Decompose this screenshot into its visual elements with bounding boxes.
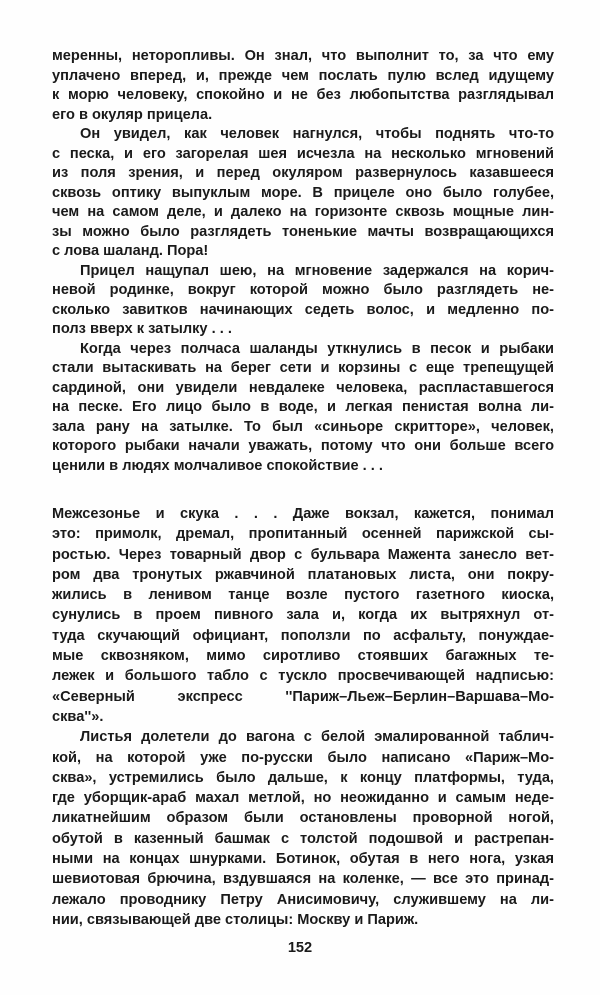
text-line: где уборщик-араб махал метлой, но неожиданно и самым неде- xyxy=(52,790,554,807)
text-section-1 xyxy=(52,47,554,476)
text-line: жились в ленивом танце возле пустого газетного киоска, xyxy=(52,587,554,604)
text-line: которого рыбаки начали уважать, потому что они больше всего xyxy=(52,438,554,454)
text-line: зы можно было разглядеть тоненькие мачты возвращающихся xyxy=(52,223,554,240)
text-line: сколько завитков начинающих седеть волос, и медленно по- xyxy=(52,301,554,318)
text-line: это: примолк, дремал, пропитанный осенней парижской сы- xyxy=(52,526,554,543)
text-line: невой родинке, вокруг которой можно было разглядеть не- xyxy=(52,282,554,298)
paragraph xyxy=(52,262,554,340)
text-line: лежало проводнику Петру Анисимовичу, служившему на ли- xyxy=(52,891,554,908)
text-line: ром два тронутых ржавчиной платановых листа, они покру- xyxy=(52,566,554,583)
text-line: туда скучающий официант, поползли по асфальту, понуждае- xyxy=(52,627,554,644)
text-line: стали вытаскивать на берег сети и корзины с еще трепещущей xyxy=(52,360,554,376)
text-line: «Северный экспресс ''Париж–Льеж–Берлин–Варшава–Мо- xyxy=(52,688,554,705)
text-line: сунулись в проем пивного зала и, когда их вытряхнул от- xyxy=(52,607,554,624)
text-line: с лова шаланд. Пора! xyxy=(52,243,209,259)
text-line: ростью. Через товарный двор с бульвара Мажента занесло вет- xyxy=(52,546,554,563)
text-line: чем на самом деле, и далеко на горизонте сквозь мощные лин- xyxy=(52,204,554,220)
text-line: мые сквозняком, мимо сиротливо стоявших багажных те- xyxy=(52,648,554,665)
paragraph xyxy=(52,340,554,477)
text-line: ными на концах шнурками. Ботинок, обутая в него нога, узкая xyxy=(52,851,554,868)
page-number: 152 xyxy=(287,940,313,956)
text-line: сардиной, они увидели невдалеке человека, распластавшегося xyxy=(52,379,554,396)
text-line: Листья долетели до вагона с белой эмалированной таблич- xyxy=(80,729,554,746)
paragraph xyxy=(52,47,554,125)
paragraph xyxy=(52,727,554,930)
text-line: сквозь оптику выпуклым море. В прицеле оно было голубее, xyxy=(52,184,554,201)
text-line: к морю человеку, спокойно и не без любопытства разглядывал xyxy=(52,87,554,103)
text-line: на песке. Его лицо было в воде, и легкая пенистая волна ли- xyxy=(52,399,554,415)
text-line: Прицел нащупал шею, на мгновение задержался на корич- xyxy=(80,262,554,279)
paragraph xyxy=(52,504,554,727)
text-section-2 xyxy=(52,504,554,930)
text-line: нии, связывающей две столицы: Москву и Париж. xyxy=(52,911,419,928)
text-line: сква», устремились было дальше, к концу платформы, туда, xyxy=(52,769,554,786)
text-line: ликатнейшим образом были остановлены проворной ногой, xyxy=(52,810,554,827)
text-line: кой, на которой уже по-русски было написано «Париж–Мо- xyxy=(52,749,554,766)
text-line: с песка, и его загорелая шея исчезла на несколько мгновений xyxy=(52,145,554,162)
text-line: ценили в людях молчаливое спокойствие . . . xyxy=(52,457,383,474)
text-line: лежек и большого табло с тускло просвечивающей надписью: xyxy=(52,668,554,685)
text-line: сква''». xyxy=(52,708,104,725)
paragraph xyxy=(52,125,554,262)
text-line: его в окуляр прицела. xyxy=(52,106,213,123)
text-line: зала рану на затылке. То был «синьоре скритторе», человек, xyxy=(52,418,554,435)
text-line: полз вверх к затылку . . . xyxy=(52,321,232,337)
text-line: Он увидел, как человек нагнулся, чтобы поднять что-то xyxy=(80,126,554,142)
text-line: Межсезонье и скука . . . Даже вокзал, кажется, понимал xyxy=(52,506,554,522)
text-line: шевиотовая брючина, вздувшаяся на коленке, — все это принад- xyxy=(52,871,554,888)
text-line: уплачено вперед, и, прежде чем послать пулю вслед идущему xyxy=(52,67,554,84)
text-line: меренны, неторопливы. Он знал, что выполнит то, за что ему xyxy=(52,48,554,64)
text-line: обутой в казенный башмак с толстой подошвой и растрепан- xyxy=(52,830,554,847)
text-line: Когда через полчаса шаланды уткнулись в песок и рыбаки xyxy=(80,340,554,357)
text-line: из поля зрения, и перед окуляром развернулось казавшееся xyxy=(52,165,554,181)
